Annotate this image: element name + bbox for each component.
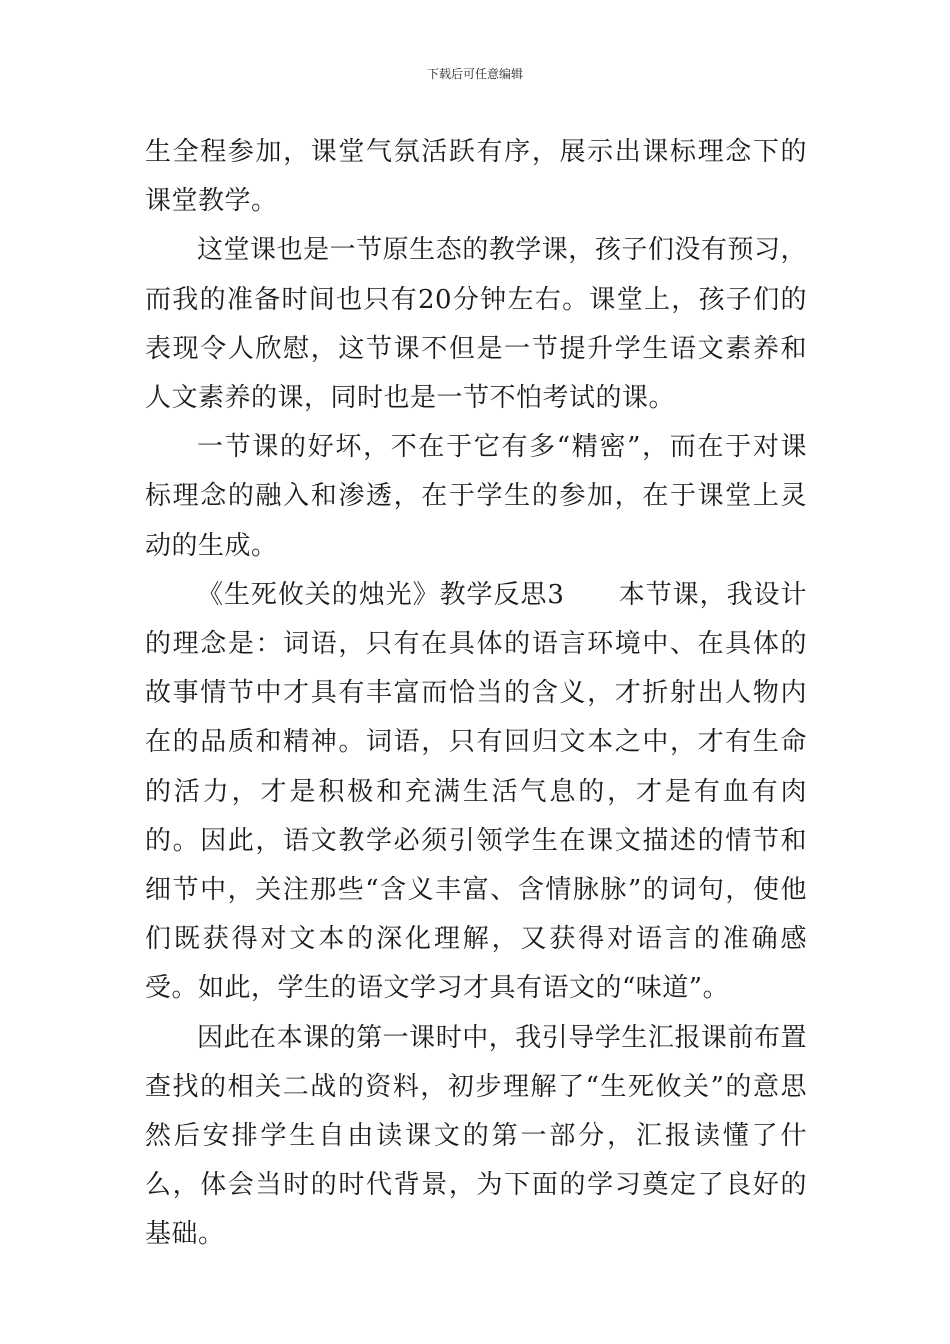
paragraph: 因此在本课的第一课时中，我引导学生汇报课前布置查找的相关二战的资料，初步理解了“生死攸关”的意思然后安排学生自由读课文的第一部分，汇报读懂了什么，体会当时的时代背景，为下面的学习奠定了良好的基础。 xyxy=(145,1022,807,1250)
paragraph: 这堂课也是一节原生态的教学课，孩子们没有预习，而我的准备时间也只有20分钟左右。课堂上，孩子们的表现令人欣慰，这节课不但是一节提升学生语文素养和人文素养的课，同时也是一节不怕考试的课。 xyxy=(145,235,807,414)
document-body xyxy=(145,128,807,1260)
page-header: 下载后可任意编辑 xyxy=(426,67,523,81)
paragraph: 一节课的好坏，不在于它有多“精密”，而在于对课标理念的融入和渗透，在于学生的参加，在于课堂上灵动的生成。 xyxy=(145,432,807,561)
paragraph: 《生死攸关的烛光》教学反思3 本节课，我设计的理念是：词语，只有在具体的语言环境中、在具体的故事情节中才具有丰富而恰当的含义，才折射出人物内在的品质和精神。词语，只有回归文本之中，才有生命的活力，才是积极和充满生活气息的，才是有血有肉的。因此，语文教学必须引领学生在课文描述的情节和细节中，关注那些“含义丰富、含情脉脉”的词句，使他们既获得对文本的深化理解，又获得对语言的准确感受。如此，学生的语文学习才具有语文的“味道”。 xyxy=(145,579,807,1004)
paragraph: 生全程参加，课堂气氛活跃有序，展示出课标理念下的课堂教学。 xyxy=(145,137,807,217)
